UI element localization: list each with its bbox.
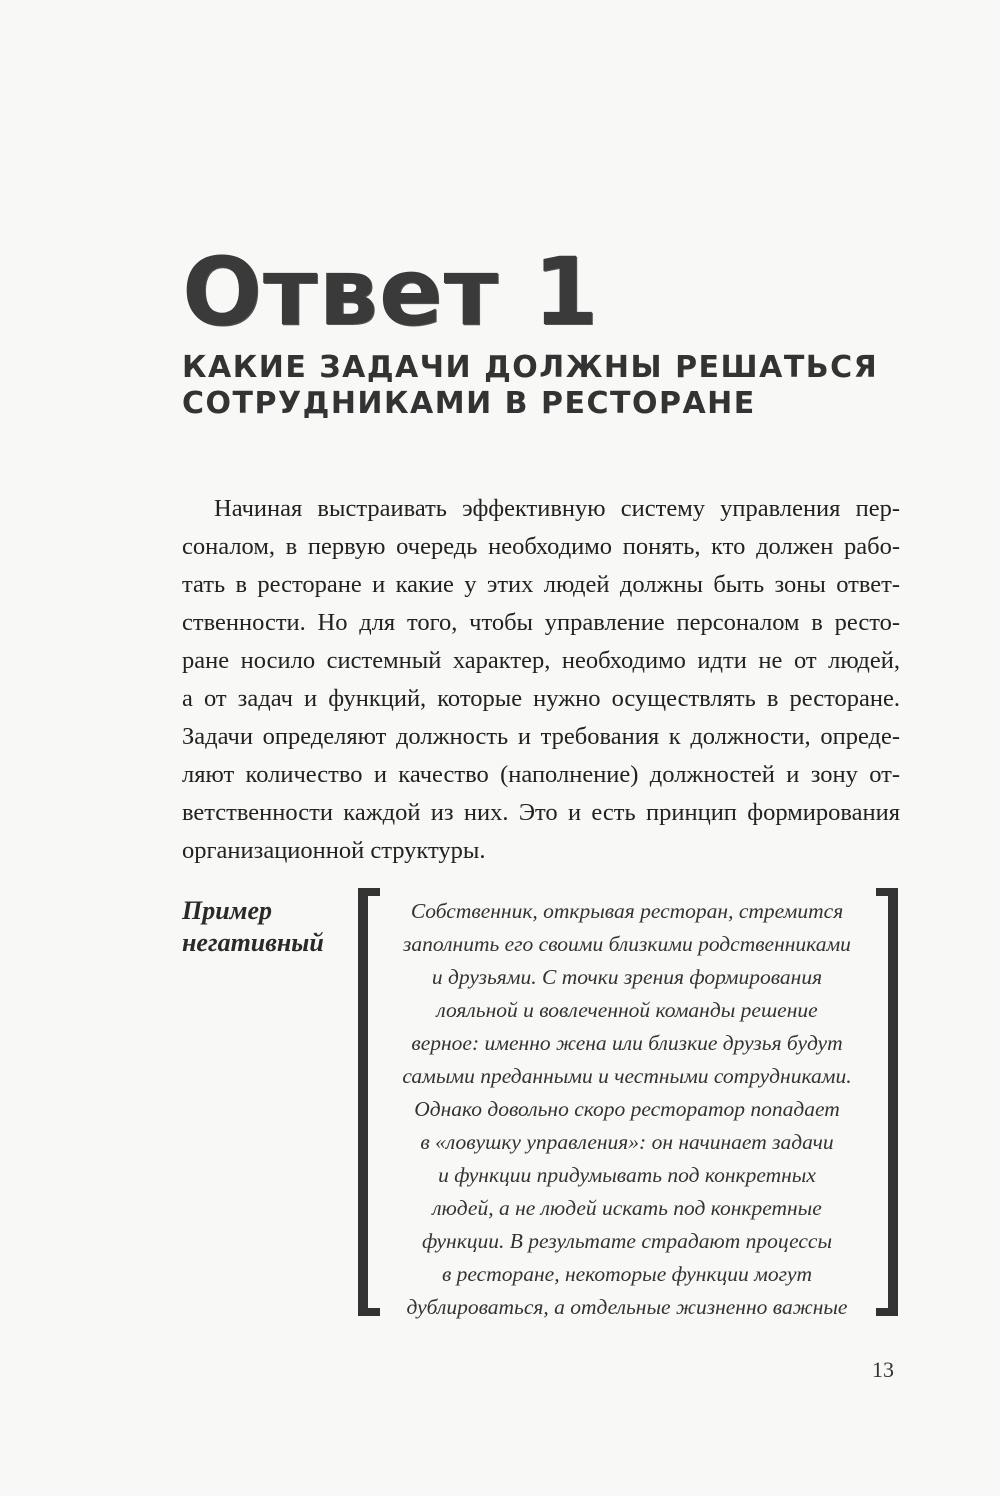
example-quote [380, 895, 874, 1324]
body-line: ственности. Но для того, чтобы управление персоналом в ресто- [182, 609, 900, 636]
example-label [182, 895, 324, 959]
page-number: 13 [872, 1357, 894, 1382]
quote-line: заполнить его своими близкими родственниками [403, 932, 851, 956]
example-label-line: негативный [182, 928, 324, 957]
quote-line: функции. В результате страдают процессы [421, 1229, 833, 1253]
body-line: Начиная выстраивать эффективную систему управления пер- [214, 495, 900, 522]
body-paragraph [182, 490, 900, 870]
body-line: Задачи определяют должность и требования к должности, опреде- [182, 723, 900, 750]
quote-line: и функции придумывать под конкретных [438, 1163, 816, 1187]
body-line: ветственности каждой из них. Это и есть принцип формирования [182, 799, 900, 826]
chapter-title: Ответ 1 [182, 238, 600, 347]
body-line: ляют количество и качество (наполнение) должностей и зону от- [182, 761, 900, 788]
quote-line: Однако довольно скоро ресторатор попадает [414, 1097, 840, 1121]
quote-line: дублироваться, а отдельные жизненно важные [406, 1295, 848, 1319]
subtitle-line: КАКИЕ ЗАДАЧИ ДОЛЖНЫ РЕШАТЬСЯ [182, 350, 879, 385]
body-line: соналом, в первую очередь необходимо понять, кто должен рабо- [182, 533, 900, 560]
quote-line: в «ловушку управления»: он начинает задачи [420, 1130, 834, 1154]
quote-line: лояльной и вовлеченной команды решение [436, 998, 818, 1022]
quote-line: и друзьями. С точки зрения формирования [431, 965, 823, 989]
chapter-subtitle [182, 350, 902, 422]
body-line: организационной структуры. [182, 837, 486, 864]
subtitle-line: СОТРУДНИКАМИ В РЕСТОРАНЕ [182, 386, 756, 421]
body-line: тать в ресторане и какие у этих людей должны быть зоны ответ- [182, 571, 900, 598]
body-line: а от задач и функций, которые нужно осуществлять в ресторане. [182, 685, 900, 712]
quote-line: в ресторане, некоторые функции могут [441, 1262, 813, 1286]
left-bracket [358, 888, 380, 1316]
right-bracket [876, 888, 898, 1316]
example-label-line: Пример [182, 896, 273, 925]
quote-line: людей, а не людей искать под конкретные [432, 1196, 822, 1220]
quote-line: самыми преданными и честными сотрудниками. [402, 1064, 852, 1088]
body-line: ране носило системный характер, необходимо идти не от людей, [182, 647, 900, 674]
quote-line: Собственник, открывая ресторан, стремится [410, 899, 844, 923]
quote-line: верное: именно жена или близкие друзья будут [411, 1031, 843, 1055]
